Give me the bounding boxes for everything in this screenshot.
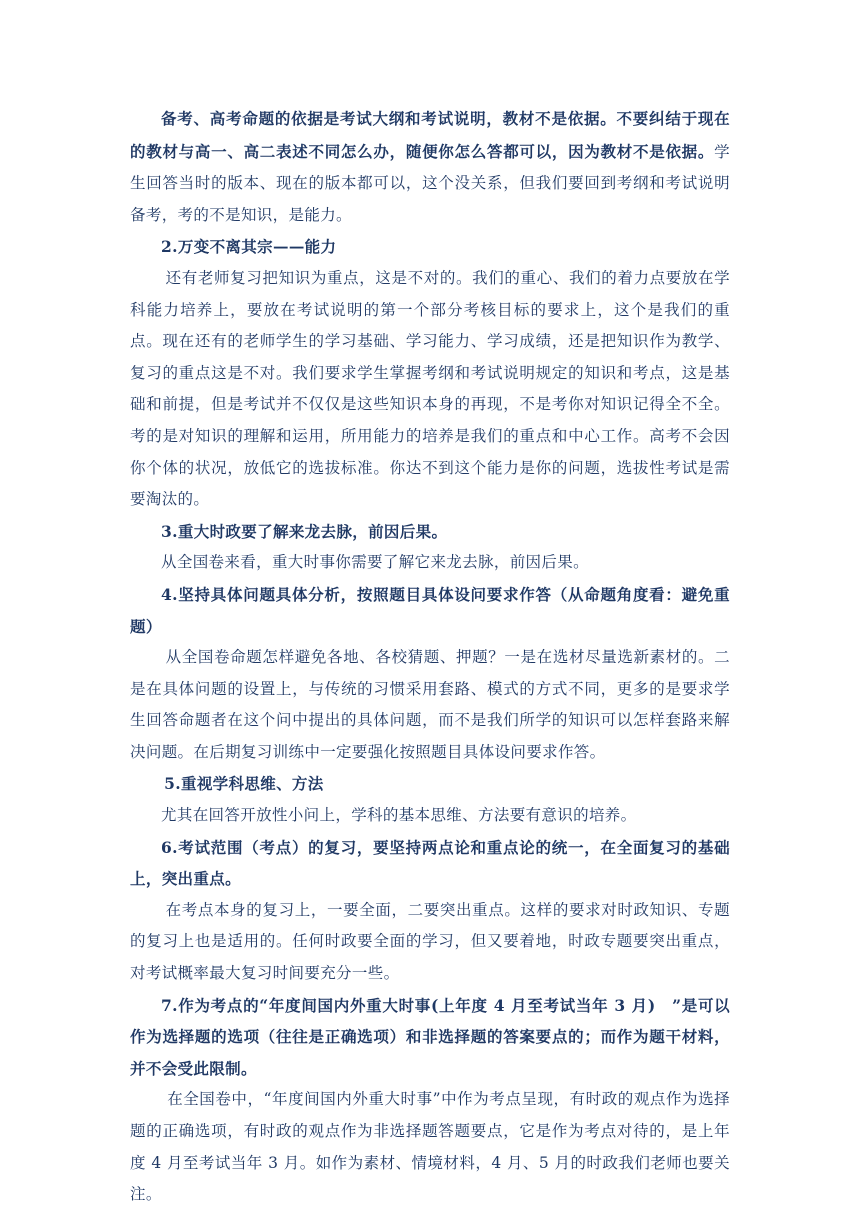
- heading-exam-scope: 6.考试范围（考点）的复习，要坚持两点论和重点论的统一，在全面复习的基础上，突出重点。: [130, 837, 730, 889]
- heading-annual-events: 7.作为考点的“年度间国内外重大时事(上年度 4 月至考试当年 3 月) ”是可以作为选择题的选项（往往是正确选项）和非选择题的答案要点的；而作为题干材料，并不会受此限制。: [130, 995, 730, 1078]
- paragraph-exam-basis-bold: 备考、高考命题的依据是考试大纲和考试说明，教材不是依据。不要纠结于现在的教材与高一、高二表述不同怎么办，随便你怎么答都可以，因为教材不是依据。: [130, 109, 730, 161]
- paragraph-specific-analysis: 从全国卷命题怎样避免各地、各校猜题、押题？一是在选材尽量选新素材的。二是在具体问题的设置上，与传统的习惯采用套路、模式的方式不同，更多的是要求学生回答命题者在这个问中提出的具体问题，而不是我们所学的知识可以怎样套路来解决问题。在后期复习训练中一定要强化按照题目具体设问要求作答。: [130, 648, 730, 761]
- paragraph-exam-basis: [130, 103, 730, 231]
- paragraph-exam-basis-rest: 学生回答当时的版本、现在的版本都可以，这个没关系，但我们要回到考纲和考试说明备考，考的不是知识，是能力。: [130, 142, 730, 224]
- heading-current-affairs: 3.重大时政要了解来龙去脉，前因后果。: [161, 521, 448, 541]
- paragraph-annual-events: 在全国卷中，“年度间国内外重大时事”中作为考点呈现，有时政的观点作为选择题的正确选项，有时政的观点作为非选择题答题要点，它是作为考点对待的，是上年度 4 月至考试当年 3 月。如作为素材、情境材料，4 月、5 月的时政我们老师也要关注。: [130, 1090, 730, 1204]
- paragraph-subject-thinking: 尤其在回答开放性小问上，学科的基本思维、方法要有意识的培养。: [161, 806, 637, 825]
- paragraph-ability: 还有老师复习把知识为重点，这是不对的。我们的重心、我们的着力点要放在学科能力培养上，要放在考试说明的第一个部分考核目标的要求上，这个是我们的重点。现在还有的老师学生的学习基础、学习能力、学习成绩，还是把知识作为教学、复习的重点这是不对。我们要求学生掌握考纲和考试说明规定的知识和考点，这是基础和前提，但是考试并不仅仅是这些知识本身的再现，不是考你对知识记得全不全。考的是对知识的理解和运用，所用能力的培养是我们的重点和中心工作。高考不会因你个体的状况，放低它的选拔标准。你达不到这个能力是你的问题，选拔性考试是需要淘汰的。: [130, 268, 730, 509]
- paragraph-exam-scope: 在考点本身的复习上，一要全面，二要突出重点。这样的要求对时政知识、专题的复习上也是适用的。任何时政要全面的学习，但又要着地，时政专题要突出重点，对考试概率最大复习时间要充分一些。: [130, 900, 730, 983]
- document-body: [130, 103, 730, 1211]
- paragraph-current-affairs: 从全国卷来看，重大时事你需要了解它来龙去脉，前因后果。: [161, 553, 589, 572]
- heading-ability: 2.万变不离其宗——能力: [161, 237, 337, 257]
- heading-specific-analysis: 4.坚持具体问题具体分析，按照题目具体设问要求作答（从命题角度看：避免重题）: [130, 584, 730, 636]
- heading-subject-thinking: 5.重视学科思维、方法: [164, 774, 324, 794]
